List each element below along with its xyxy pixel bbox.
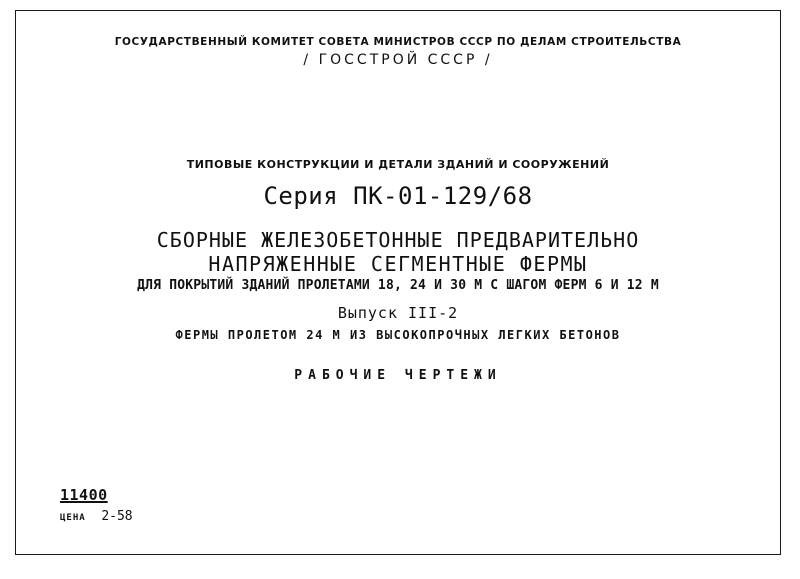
series-number: Серия ПК-01-129/68 [263,182,533,210]
title-line-1: СБОРНЫЕ ЖЕЛЕЗОБЕТОННЫЕ ПРЕДВАРИТЕЛЬНО [156,228,640,252]
price-row [60,505,133,524]
title-subtitle: ДЛЯ ПОКРЫТИЙ ЗДАНИЙ ПРОЛЕТАМИ 18, 24 И 30 М С ШАГОМ ФЕРМ 6 И 12 М [137,278,659,293]
price-value: 2-58 [101,509,133,524]
issue-description: ФЕРМЫ ПРОЛЕТОМ 24 М ИЗ ВЫСОКОПРОЧНЫХ ЛЕГКИХ БЕТОНОВ [175,328,621,342]
document-category: ТИПОВЫЕ КОНСТРУКЦИИ И ДЕТАЛИ ЗДАНИЙ И СООРУЖЕНИЙ [186,158,610,171]
price-label: ЦЕНА [60,513,86,523]
organization-name: / ГОССТРОЙ СССР / [303,52,493,68]
committee-heading: ГОСУДАРСТВЕННЫЙ КОМИТЕТ СОВЕТА МИНИСТРОВ СССР ПО ДЕЛАМ СТРОИТЕЛЬСТВА [114,36,682,48]
issue-number: Выпуск III-2 [337,304,459,322]
title-line-2: НАПРЯЖЕННЫЕ СЕГМЕНТНЫЕ ФЕРМЫ [208,252,588,276]
catalog-code: 11400 [60,486,108,504]
document-type: РАБОЧИЕ ЧЕРТЕЖИ [294,368,502,383]
